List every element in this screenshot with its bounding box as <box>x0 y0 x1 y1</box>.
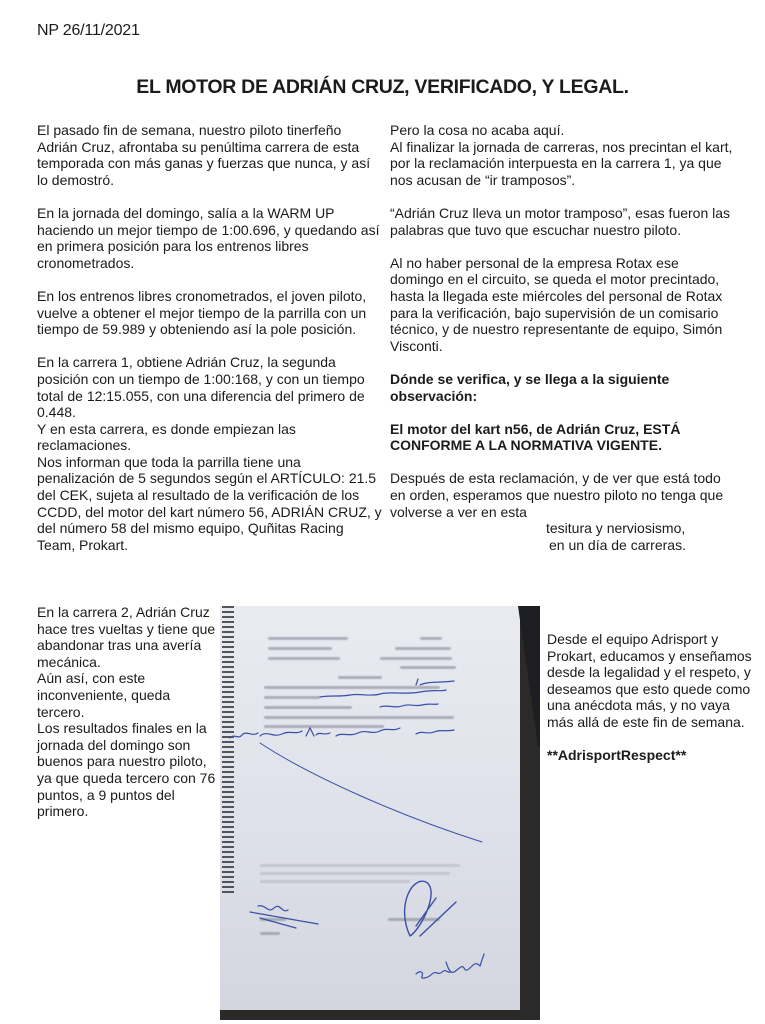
paragraph: “Adrián Cruz lleva un motor tramposo”, esas fueron las palabras que tuvo que escuchar nuestro piloto. <box>390 204 731 238</box>
paragraph: Pero la cosa no acaba aquí. <box>390 122 565 138</box>
page-title: EL MOTOR DE ADRIÁN CRUZ, VERIFICADO, Y LEGAL. <box>136 76 629 98</box>
paragraph-text: en un día de carreras. <box>549 536 686 553</box>
paragraph: Nos informan que toda la parrilla tiene una penalización de 5 segundos según el ARTÍCULO: 21.5 del CEK, sujeta al resultado de la verificación de los CCDD, del motor del kart número 56, ADRIÁN CRUZ, y del número 58 del mismo equipo, Quñitas Racing Team, Prokart. <box>37 453 382 553</box>
signature-team-representative <box>405 881 456 936</box>
paragraph: Al finalizar la jornada de carreras, nos precintan el kart, por la reclamación interpuesta en la carrera 1, ya que nos acusan de “ir tramposos”. <box>390 138 733 188</box>
handwritten-fill-3 <box>380 704 438 707</box>
paragraph-text: Después de esta reclamación, y de ver que está todo en orden, esperamos que nuestro piloto no tenga que volverse a ver en esta <box>390 470 724 520</box>
diagonal-stroke <box>260 743 482 842</box>
left-column-lower <box>37 604 217 820</box>
left-column <box>37 122 382 553</box>
handwritten-fill-2 <box>320 690 446 697</box>
paragraph: Al no haber personal de la empresa Rotax ese domingo en el circuito, se queda el motor precintado, hasta la llegada este miércoles del personal de Rotax para la verificación, bajo supervisión de un comisario técnico, y de nuestro representante de equipo, Simón Visconti. <box>390 254 723 354</box>
right-column-lower <box>547 631 757 780</box>
handwritten-fill-1 <box>416 679 454 685</box>
press-note-date: NP 26/11/2021 <box>37 22 140 39</box>
paragraph: Los resultados finales en la jornada del domingo son buenos para nuestro piloto, ya que queda tercero con 76 puntos, a 9 puntos del primero. <box>37 720 216 820</box>
signature-simon-visconti <box>416 954 484 978</box>
paragraph: Aún así, con este inconveniente, queda tercero. <box>37 670 171 720</box>
paragraph: El pasado fin de semana, nuestro piloto tinerfeño Adrián Cruz, afrontaba su penúltima carrera de esta temporada con más ganas y fuerzas que nunca, y así lo demostró. <box>37 122 371 188</box>
paragraph: En los entrenos libres cronometrados, el joven piloto, vuelve a obtener el mejor tiempo de la parrilla con un tiempo de 59.989 y obteniendo así la pole posición. <box>37 287 367 338</box>
paragraph: En la carrera 1, obtiene Adrián Cruz, la segunda posición con un tiempo de 1:00:168, y con un tiempo total de 12:15.055, con una diferencia del primero de 0.448. <box>37 354 365 421</box>
handwritten-note <box>230 728 454 738</box>
handwriting-overlay <box>220 606 540 1020</box>
paragraph: En la carrera 2, Adrián Cruz hace tres vueltas y tiene que abandonar tras una avería mecánica. <box>37 604 216 670</box>
paragraph <box>390 470 735 553</box>
paragraph: En la jornada del domingo, salía a la WARM UP haciendo un mejor tiempo de 1:00.696, y quedando así en primera posición para los entrenos libres cronometrados. <box>37 204 380 271</box>
verdict-paragraph: El motor del kart n56, de Adrián Cruz, ESTÁ CONFORME A LA NORMATIVA VIGENTE. <box>390 420 681 454</box>
verification-document-photo <box>220 606 540 1020</box>
signature-technical-chief <box>250 906 318 928</box>
paragraph-text: tesitura y nerviosismo, <box>546 520 686 537</box>
paragraph: Y en esta carrera, es donde empiezan las reclamaciones. <box>37 420 296 454</box>
paragraph: Desde el equipo Adrisport y Prokart, educamos y enseñamos desde la legalidad y el respeto, y deseamos que esto quede como una anécdota más, y no vaya más allá de este fin de semana. <box>547 631 752 730</box>
bold-paragraph: Dónde se verifica, y se llega a la siguiente observación: <box>390 370 670 404</box>
hashtag: **AdrisportRespect** <box>547 747 687 764</box>
right-column <box>390 122 735 553</box>
